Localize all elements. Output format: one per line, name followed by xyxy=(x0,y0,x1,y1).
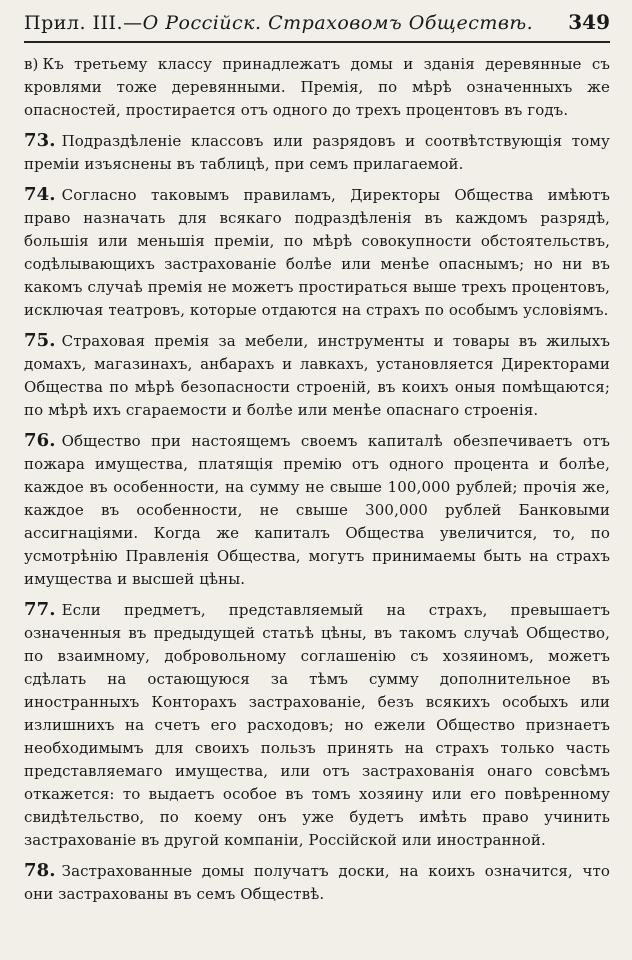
paragraph-text: Къ третьему классу принадлежатъ домы и зданія деревянные съ кровлями тоже деревянными. Премія, по мѣрѣ означенныхъ же опасностей, простирается отъ одного до трехъ процентовъ въ годъ. xyxy=(24,55,610,119)
running-header xyxy=(24,6,610,43)
body-text xyxy=(24,53,610,906)
paragraph-73 xyxy=(24,129,610,176)
paragraph-74 xyxy=(24,183,610,322)
paragraph-text: Общество при настоящемъ своемъ капиталѣ обезпечиваетъ отъ пожара имущества, платящія премію отъ одного процента и болѣе, каждое въ особенности, на сумму не свыше 100,000 рублей; прочія же, каждое въ особенности, не свыше 300,000 рублей Банковыми ассигнаціями. Когда же капиталъ Общества увеличится, то, по усмотрѣнію Правленія Общества, могутъ принимаемы быть на страхъ имущества и высшей цѣны. xyxy=(24,432,610,588)
paragraph-label: в) xyxy=(24,55,39,73)
header-title xyxy=(24,11,533,35)
paragraph-number: 77. xyxy=(24,599,56,620)
paragraph-text: Если предметъ, представляемый на страхъ, превышаетъ означенныя въ предыдущей статьѣ цѣны, въ такомъ случаѣ Общество, по взаимному, добровольному соглашенію съ хозяиномъ, можетъ сдѣлать на остающуюся за тѣмъ сумму дополнительное въ иностранныхъ Конторахъ застрахованіе, безъ всякихъ особыхъ или излишнихъ на счетъ его расходовъ; но ежели Общество признаетъ необходимымъ для своихъ пользъ принять на страхъ только часть представляемаго имущества, или отъ застрахованія онаго совсѣмъ откажется: то выдаетъ особое въ томъ хозяину или его повѣренному свидѣтельство, по коему онъ уже будетъ имѣть право учинить застрахованіе въ другой компаніи, Россійской или иностранной. xyxy=(24,601,610,849)
header-prefix: Прил. III.— xyxy=(24,12,143,34)
paragraph-number: 78. xyxy=(24,860,56,881)
paragraph-text: Застрахованные домы получатъ доски, на коихъ означится, что они застрахованы въ семъ Обществѣ. xyxy=(24,862,610,903)
paragraph-75 xyxy=(24,329,610,422)
paragraph-v xyxy=(24,53,610,122)
header-italic-title: О Россійск. Страховомъ Обществѣ. xyxy=(142,12,534,34)
paragraph-number: 74. xyxy=(24,184,56,205)
paragraph-number: 73. xyxy=(24,130,56,151)
paragraph-77 xyxy=(24,598,610,852)
paragraph-76 xyxy=(24,429,610,591)
page-number: 349 xyxy=(568,10,610,34)
paragraph-text: Согласно таковымъ правиламъ, Директоры Общества имѣютъ право назначать для всякаго подраздѣленія въ каждомъ разрядѣ, большія или меньшія преміи, по мѣрѣ совокупности обстоятельствъ, содѣлывающихъ застрахованіе болѣе или менѣе опаснымъ; но ни въ какомъ случаѣ премія не можетъ простираться выше трехъ процентовъ, исключая театровъ, которые отдаются на страхъ по особымъ условіямъ. xyxy=(24,186,610,319)
paragraph-text: Подраздѣленіе классовъ или разрядовъ и соотвѣтствующія тому преміи изъяснены въ таблицѣ, при семъ прилагаемой. xyxy=(24,132,610,173)
paragraph-text: Страховая премія за мебели, инструменты и товары въ жилыхъ домахъ, магазинахъ, анбарахъ и лавкахъ, установляется Директорами Общества по мѣрѣ безопасности строеній, въ коихъ оныя помѣщаются; по мѣрѣ ихъ сгараемости и болѣе или менѣе опаснаго строенія. xyxy=(24,332,610,419)
paragraph-number: 75. xyxy=(24,330,56,351)
paragraph-78 xyxy=(24,859,610,906)
paragraph-number: 76. xyxy=(24,430,56,451)
